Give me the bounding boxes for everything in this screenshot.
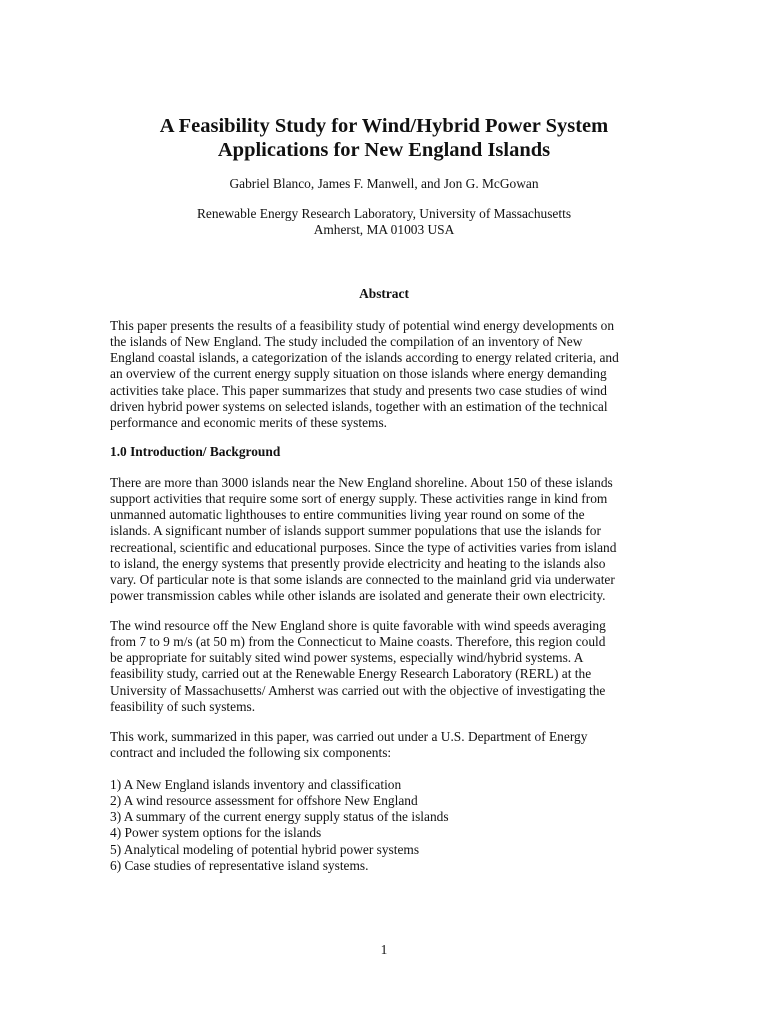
text-line: be appropriate for suitably sited wind power systems, especially wind/hybrid systems. A [110, 650, 584, 666]
text-line: power transmission cables while other islands are isolated and generate their own electricity. [110, 588, 606, 604]
title-line: Applications for New England Islands [217, 139, 551, 161]
text-line: feasibility of such systems. [110, 698, 256, 714]
text-line: University of Massachusetts/ Amherst was carried out with the objective of investigating the [110, 682, 606, 698]
text-line: unmanned automatic lighthouses to entire communities living year round on some of the [110, 507, 585, 523]
affiliation [0, 206, 768, 238]
abstract-heading: Abstract [359, 286, 409, 301]
intro-paragraph-1 [110, 475, 650, 604]
text-line: driven hybrid power systems on selected islands, together with an estimation of the technical [110, 398, 608, 414]
list-item: 5) Analytical modeling of potential hybrid power systems [110, 841, 420, 857]
section-heading: 1.0 Introduction/ Background [110, 444, 281, 459]
list-item: 6) Case studies of representative island systems. [110, 857, 369, 873]
text-line: an overview of the current energy supply situation on those islands where energy demanding [110, 366, 607, 382]
title-line: A Feasibility Study for Wind/Hybrid Power System [159, 115, 609, 137]
text-line: The wind resource off the New England shore is quite favorable with wind speeds averaging [110, 618, 606, 633]
intro-paragraph-3 [110, 729, 650, 761]
text-line: support activities that require some sort of energy supply. These activities range in kind from [110, 491, 608, 507]
list-item: 3) A summary of the current energy supply status of the islands [110, 809, 449, 825]
page-number: 1 [380, 942, 388, 957]
list-item: 4) Power system options for the islands [110, 825, 322, 841]
list-item: 1) A New England islands inventory and classification [110, 777, 402, 792]
text-line: contract and included the following six components: [110, 745, 392, 761]
text-line: activities take place. This paper summarizes that study and presents two case studies of wind [110, 382, 607, 398]
text-line: feasibility study, carried out at the Renewable Energy Research Laboratory (RERL) at the [110, 666, 592, 682]
affiliation-line: Renewable Energy Research Laboratory, University of Massachusetts [196, 206, 572, 221]
text-line: islands. A significant number of islands support summer populations that use the islands for [110, 523, 601, 539]
authors: Gabriel Blanco, James F. Manwell, and Jon G. McGowan [229, 176, 539, 191]
intro-paragraph-2 [110, 618, 650, 715]
text-line: This work, summarized in this paper, was carried out under a U.S. Department of Energy [110, 729, 588, 744]
text-line: England coastal islands, a categorization of the islands according to energy related criteria, and [110, 350, 619, 366]
affiliation-line: Amherst, MA 01003 USA [313, 222, 455, 237]
text-line: performance and economic merits of these systems. [110, 414, 388, 430]
list-item: 2) A wind resource assessment for offshore New England [110, 793, 418, 809]
component-list [110, 777, 650, 874]
text-line: from 7 to 9 m/s (at 50 m) from the Connecticut to Maine coasts. Therefore, this region could [110, 634, 606, 650]
text-line: This paper presents the results of a feasibility study of potential wind energy developments on [110, 318, 615, 333]
text-line: recreational, scientific and educational purposes. Since the type of activities varies from island [110, 539, 617, 555]
text-line: There are more than 3000 islands near the New England shoreline. About 150 of these islands [110, 475, 613, 490]
text-line: vary. Of particular note is that some islands are connected to the mainland grid via underwater [110, 571, 615, 587]
abstract-paragraph [110, 318, 650, 431]
text-line: to island, the energy systems that presently provide electricity and heating to the islands also [110, 555, 606, 571]
text-line: the islands of New England. The study included the compilation of an inventory of New [110, 334, 583, 350]
paper-title [0, 114, 768, 162]
